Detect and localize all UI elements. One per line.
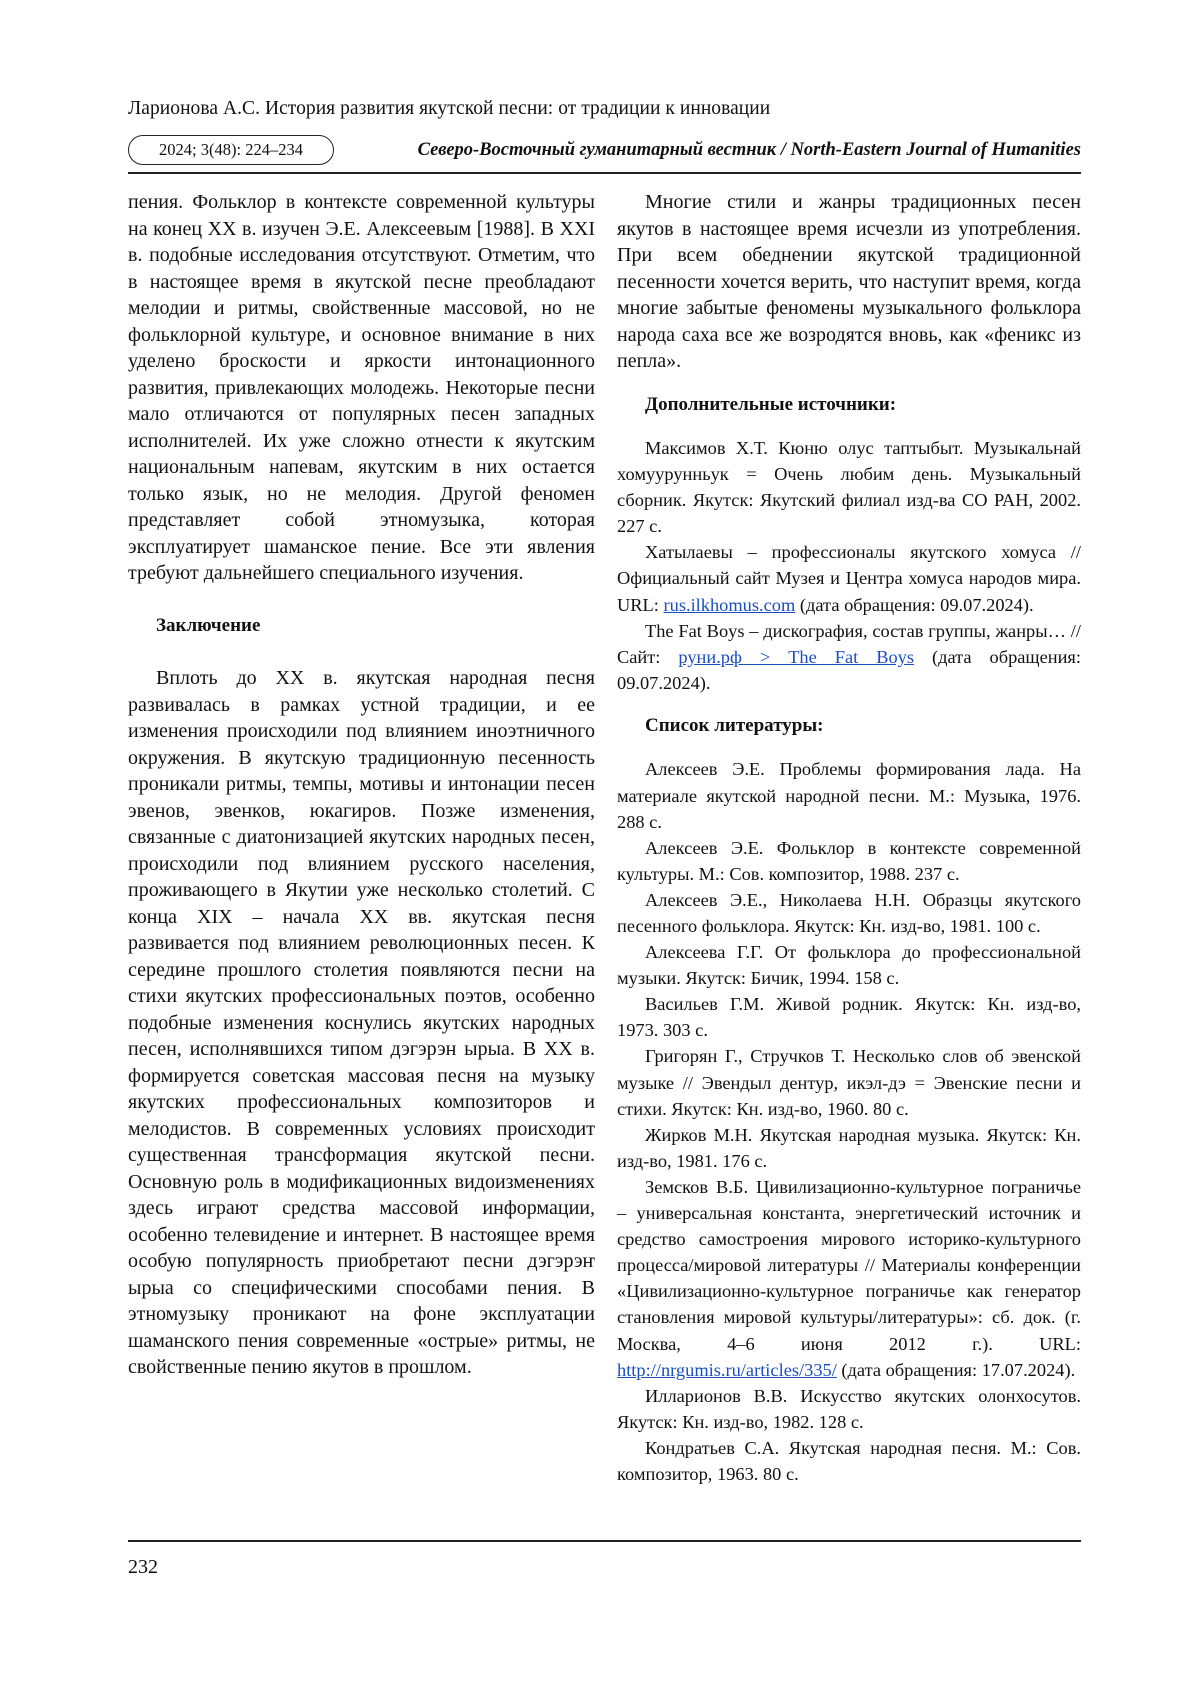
reference-item: Алексеев Э.Е. Проблемы формирования лада. На материале якутской народной песни. М.: Музыка, 1976. 288 с. [617, 759, 1081, 832]
issue-badge: 2024; 3(48): 224–234 [128, 135, 334, 165]
body-paragraph: Многие стили и жанры традиционных песен якутов в настоящее время исчезли из употребления. При всем обеднении якутской традиционной песенности хочется верить, что наступит время, когда многие забытые феномены музыкального фольклора народа саха все же возродятся вновь, как «феникс из пепла». [617, 191, 1081, 372]
reference-item: Кондратьев С.А. Якутская народная песня. М.: Сов. композитор, 1963. 80 с. [617, 1437, 1081, 1484]
reference-item: Григорян Г., Стручков Т. Несколько слов об эвенской музыке // Эвендыл дентур, икэл-дэ = Эвенские песни и стихи. Якутск: Кн. изд-во, 1960. 80 с. [617, 1046, 1081, 1119]
reference-item: Илларионов В.В. Искусство якутских олонхосутов. Якутск: Кн. изд-во, 1982. 128 с. [617, 1385, 1081, 1432]
body-paragraph: пения. Фольклор в контексте современной культуры на конец XX в. изучен Э.Е. Алексеевым [1988]. В XXI в. подобные исследования отсутствуют. Отметим, что в настоящее время в якутской песне преобладают мелодии и ритмы, свойственные массовой, но не фольклорной культуре, и основное внимание в них уделено броскости и яркости интонационного развития, привлекающих молодежь. Некоторые песни мало отличаются от популярных песен западных исполнителей. Их уже сложно отнести к якутским национальным напевам, якутским в них остается только язык, но не мелодия. Другой феномен представляет собой этномузыка, которая эксплуатирует шаманское пение. Все эти явления требуют дальнейшего специального изучения. [128, 191, 595, 584]
right-column [617, 189, 1081, 1487]
body-paragraph: Вплоть до XX в. якутская народная песня развивалась в рамках устной традиции, и ее изменения происходили под влиянием иноэтничного окружения. В якутскую традиционную песенность проникали ритмы, темпы, мотивы и интонации песен эвенов, эвенков, юкагиров. Позже изменения, связанные с диатонизацией якутских народных песен, происходили под влиянием русского населения, проживающего в Якутии уже несколько столетий. С конца XIX – начала XX вв. якутская песня развивается под влиянием революционных песен. К середине прошлого столетия появляются песни на стихи якутских профессиональных поэтов, особенно подобные изменения коснулись якутских народных песен, исполнявшихся типом дэгэрэн ырыа. В XX в. формируется советская массовая песня на музыку якутских профессиональных композиторов и мелодистов. В современных условиях происходит существенная трансформация якутской песни. Основную роль в модификационных видоизменениях здесь играют средства массовой информации, особенно телевидение и интернет. В настоящее время особую популярность приобретают песни дэгэрэҥ ырыа со специфическими способами пения. В этномузыку проникают на фоне эксплуатации шаманского пения современные «острые» ритмы, не свойственные пению якутов в прошлом. [128, 667, 595, 1378]
running-title: Ларионова А.С. История развития якутской песни: от традиции к инновации [128, 98, 771, 119]
sources-heading: Дополнительные источники: [645, 393, 897, 415]
source-item: Максимов Х.Т. Кюню олус таптыбыт. Музыкальнай хомуурунньук = Очень любим день. Музыкальный сборник. Якутск: Якутский филиал изд-ва СО РАН, 2002. 227 с. [617, 438, 1081, 537]
reference-item: Васильев Г.М. Живой родник. Якутск: Кн. изд-во, 1973. 303 с. [617, 994, 1081, 1041]
header-rule [128, 172, 1081, 174]
source-link[interactable]: rus.ilkhomus.com [663, 594, 796, 615]
source-item: Хатылаевы – профессионалы якутского хомуса // Официальный сайт Музея и Центра хомуса народов мира. URL: rus.ilkhomus.com (дата обращения: 09.07.2024). [617, 542, 1081, 615]
conclusion-heading: Заключение [156, 614, 261, 636]
source-item: The Fat Boys – дискография, состав группы, жанры… // Сайт: руни.рф > The Fat Boys (дата обращения: 09.07.2024). [617, 620, 1081, 693]
references-heading: Список литературы: [645, 714, 824, 736]
journal-name: Северо-Восточный гуманитарный вестник / North-Eastern Journal of Humanities [417, 140, 1081, 160]
reference-link[interactable]: http://nrgumis.ru/articles/335/ [617, 1359, 837, 1380]
reference-item: Алексеев Э.Е. Фольклор в контексте современной культуры. М.: Сов. композитор, 1988. 237 с. [617, 837, 1081, 884]
reference-item: Жирков М.Н. Якутская народная музыка. Якутск: Кн. изд-во, 1981. 176 с. [617, 1124, 1081, 1171]
reference-item: Алексеев Э.Е., Николаева Н.Н. Образцы якутского песенного фольклора. Якутск: Кн. изд-во, 1981. 100 с. [617, 889, 1081, 936]
footer-rule [128, 1540, 1081, 1542]
left-column [128, 189, 595, 1381]
reference-item: Земсков В.Б. Цивилизационно-культурное пограничье – универсальная константа, энергетический источник и средство самостроения мирового историко-культурного процесса/мировой литературы // Материалы конференции «Цивилизационно-культурное пограничье как генератор становления мировой культуры/литературы»: сб. док. (г. Москва, 4–6 июня 2012 г.). URL: http://nrgumis.ru/articles/335/ (дата обращения: 17.07.2024). [617, 1176, 1081, 1380]
source-link[interactable]: руни.рф > The Fat Boys [678, 646, 915, 667]
reference-item: Алексеева Г.Г. От фольклора до профессиональной музыки. Якутск: Бичик, 1994. 158 с. [617, 942, 1081, 989]
page-number: 232 [128, 1556, 158, 1578]
